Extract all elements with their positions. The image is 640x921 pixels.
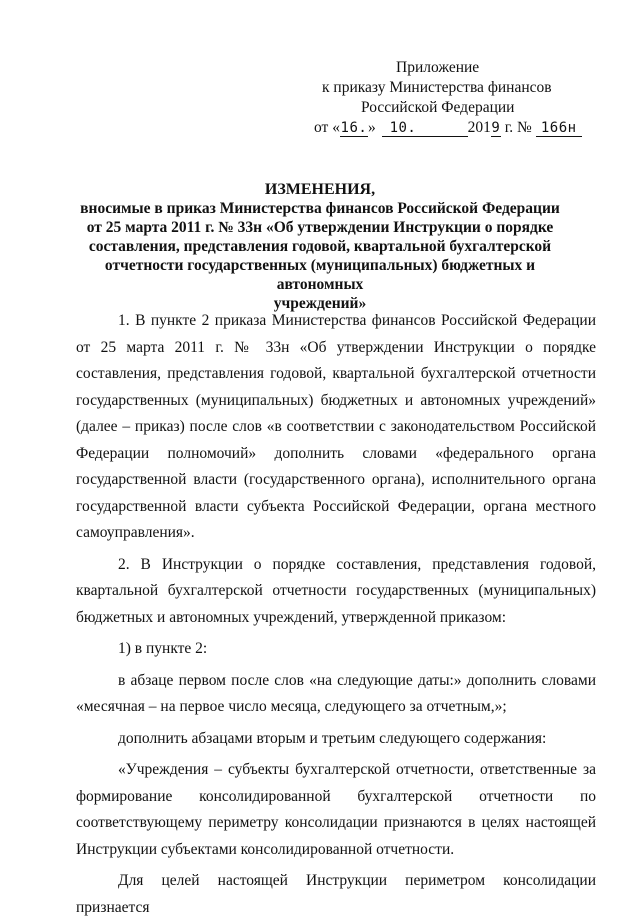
paragraph-2: 2. В Инструкции о порядке составления, представления годовой, квартальной бухгалтерской отчетности государственных (муниципальных) бюджетных и автономных учреждений, утвержденной приказом: — [76, 555, 596, 626]
date-year-digit-handwritten: 9 — [491, 120, 501, 136]
document-body — [76, 308, 596, 921]
date-day-handwritten: 16. — [340, 120, 368, 136]
date-year-prefix: 201 — [467, 119, 491, 136]
document-title — [60, 180, 580, 313]
paragraph-7: Для целей настоящей Инструкции периметром консолидации признается — [76, 872, 596, 916]
paragraph-1: 1. В пункте 2 приказа Министерства финансов Российской Федерации от 25 марта 2011 г. № 33н «Об утверждении Инструкции о порядке составления, представления годовой, квартальной бухгалтерской отчетности государственных (муниципальных) бюджетных и автономных учреждений» (далее – приказ) после слов «в соответствии с законодательством Российской Федерации полномочий» дополнить словами «федерального органа государственной власти (государственного органа), исполнительного органа государственной власти субъекта Российской Федерации, органа местного самоуправления». — [76, 312, 596, 541]
appendix-date-line — [300, 118, 620, 138]
date-close: » — [367, 119, 376, 136]
title-line: составления, представления годовой, квартальной бухгалтерской — [88, 238, 552, 255]
appendix-order-ref: к приказу Министерства финансов — [322, 79, 552, 96]
appendix-header — [300, 58, 620, 138]
paragraph-6: «Учреждения – субъекты бухгалтерской отчетности, ответственные за формирование консолидированной бухгалтерской отчетности по соответствующему периметру консолидации признаются в целях настоящей Инструкции субъектами консолидированной отчетности. — [76, 761, 596, 858]
order-number-handwritten: 166н — [536, 120, 582, 137]
title-line: учреждений» — [273, 295, 367, 312]
date-prefix: от « — [314, 119, 340, 136]
title-line: вносимые в приказ Министерства финансов Российской Федерации — [80, 200, 560, 217]
appendix-country: Российской Федерации — [361, 99, 515, 116]
paragraph-3: 1) в пункте 2: — [118, 640, 208, 657]
date-mid: г. № — [500, 119, 536, 136]
paragraph-5: дополнить абзацами вторым и третьим следующего содержания: — [118, 729, 547, 747]
title-line: от 25 марта 2011 г. № 33н «Об утверждении Инструкции о порядке — [86, 219, 554, 236]
date-month-handwritten: 10. — [382, 120, 468, 137]
title-line: отчетности государственных (муниципальных) бюджетных и автономных — [104, 257, 536, 293]
title-heading: ИЗМЕНЕНИЯ, — [264, 181, 376, 198]
paragraph-4: в абзаце первом после слов «на следующие даты:» дополнить словами «месячная – на первое число месяца, следующего за отчетным,»; — [76, 671, 596, 715]
appendix-label: Приложение — [396, 59, 480, 76]
